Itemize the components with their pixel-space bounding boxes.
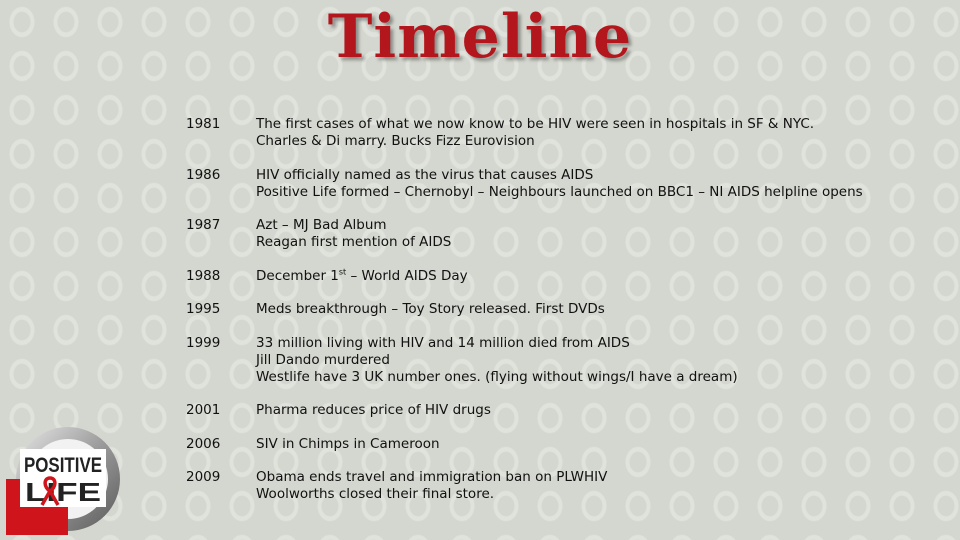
event-description <box>256 268 468 285</box>
event-description <box>256 301 605 318</box>
year: 1986 <box>186 167 221 183</box>
event-line: Westlife have 3 UK number ones. (flying without wings/I have a dream) <box>256 369 738 385</box>
year: 2001 <box>186 402 221 418</box>
event-description <box>256 116 814 150</box>
event-line: Reagan first mention of AIDS <box>256 234 452 250</box>
event-line: Obama ends travel and immigration ban on PLWHIV <box>256 469 608 485</box>
event-line: Positive Life formed – Chernobyl – Neighbours launched on BBC1 – NI AIDS helpline opens <box>256 184 863 200</box>
event-line: HIV officially named as the virus that causes AIDS <box>256 167 594 183</box>
event-line: December 1st – World AIDS Day <box>256 267 468 284</box>
event-line: SIV in Chimps in Cameroon <box>256 436 440 452</box>
event-line: The first cases of what we now know to be HIV were seen in hospitals in SF & NYC. <box>256 116 815 132</box>
event-line: Azt – MJ Bad Album <box>256 217 387 233</box>
positive-life-logo <box>6 425 124 535</box>
year: 2006 <box>186 436 221 452</box>
logo-text-life: LIFE <box>25 477 101 507</box>
logo-text-positive: POSITIVE <box>24 454 102 477</box>
year: 1987 <box>186 217 221 233</box>
event-line: Pharma reduces price of HIV drugs <box>256 402 491 418</box>
event-description <box>256 436 440 453</box>
event-description <box>256 402 491 419</box>
event-line: Woolworths closed their final store. <box>256 486 495 502</box>
year: 1988 <box>186 268 221 284</box>
event-line: Jill Dando murdered <box>256 352 390 368</box>
event-line: Charles & Di marry. Bucks Fizz Eurovision <box>256 133 535 149</box>
year: 1981 <box>186 116 221 132</box>
event-line: 33 million living with HIV and 14 million died from AIDS <box>256 335 630 351</box>
event-description <box>256 217 451 251</box>
event-description <box>256 469 607 503</box>
year: 1999 <box>186 335 221 351</box>
event-description <box>256 335 738 386</box>
slide-title: Timeline <box>327 2 633 72</box>
year: 2009 <box>186 469 221 485</box>
event-line: Meds breakthrough – Toy Story released. First DVDs <box>256 301 605 317</box>
event-description <box>256 167 863 201</box>
year: 1995 <box>186 301 221 317</box>
